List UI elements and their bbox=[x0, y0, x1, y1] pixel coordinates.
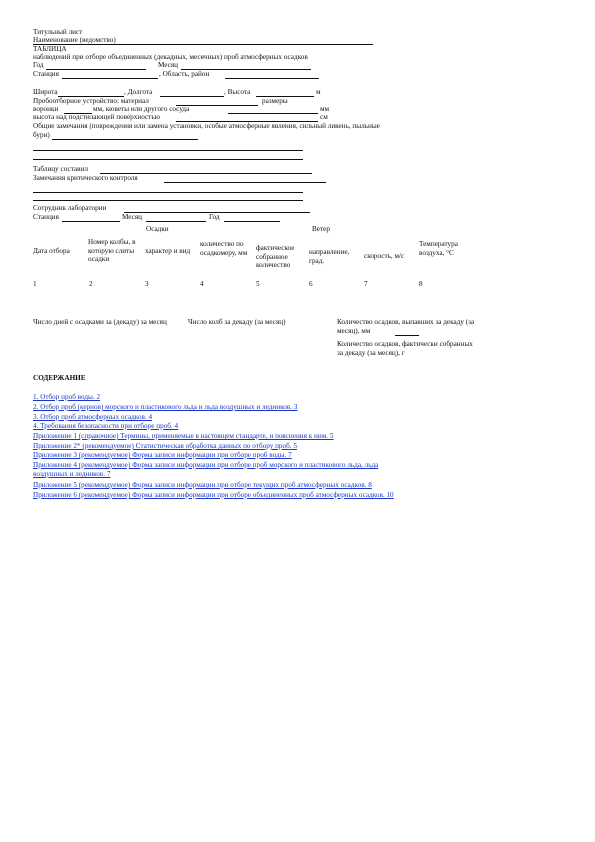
col-number: 7 bbox=[364, 280, 368, 288]
title-page-label: Титульный лист bbox=[33, 28, 83, 36]
days-with-precip-label: Число дней с осадками за (декаду) за месяц bbox=[33, 318, 167, 326]
toc-link[interactable]: 3. Отбор проб атмосферных осадков. 4 bbox=[33, 413, 153, 421]
table-description: наблюдений при отборе объединенных (декадных, месячных) проб атмосферных осадков bbox=[33, 53, 308, 61]
remarks-line-2: бури) bbox=[33, 131, 50, 139]
organization-label: Наименование (ведомство) bbox=[33, 36, 116, 44]
col-number: 4 bbox=[200, 280, 204, 288]
compiled-by-label: Таблицу составил bbox=[33, 165, 88, 173]
station-line bbox=[62, 78, 158, 79]
toc-link[interactable]: 2. Отбор проб (кернов) морского и пластикового льда и льда воздушных и ледников. 3 bbox=[33, 403, 298, 411]
col-header-flask: Номер колбы, в которую слиты осадки bbox=[88, 238, 136, 263]
organization-line bbox=[33, 44, 373, 45]
toc-link[interactable]: Приложение 5 (рекомендуемое) Форма записи информации при отборе текущих проб атмосферных осадков. 8 bbox=[33, 481, 372, 489]
year2-label: Год bbox=[209, 213, 220, 221]
col-header-temperature: Температура воздуха, °С bbox=[419, 240, 458, 257]
col-number: 3 bbox=[145, 280, 149, 288]
col-header-gauge: количество по осадкомеру, мм bbox=[200, 240, 248, 257]
toc-link[interactable]: Приложение 3 (рекомендуемое) Форма записи информации при отборе проб воды. 7 bbox=[33, 451, 292, 459]
table-label: ТАБЛИЦА bbox=[33, 45, 67, 53]
longitude-line bbox=[160, 96, 224, 97]
altitude-label: , Высота bbox=[224, 88, 251, 96]
region-label: , Область, район bbox=[159, 70, 210, 78]
supervisor-blank-1 bbox=[33, 192, 303, 193]
station2-label: Станция bbox=[33, 213, 59, 221]
supervisor-line bbox=[164, 182, 326, 183]
month-label: Месяц bbox=[158, 61, 179, 69]
year2-line bbox=[224, 221, 280, 222]
col-number: 1 bbox=[33, 280, 37, 288]
toc-link[interactable]: Приложение 4 (рекомендуемое) Форма записи информации при отборе проб морского и пластикового льда, льда bbox=[33, 461, 379, 469]
height-unit: см bbox=[320, 113, 328, 121]
year-label: Год bbox=[33, 61, 44, 69]
remarks-line-1: Общие замечания (повреждения или замена установки, особые атмосферные явления, сильный ливень, пыльные bbox=[33, 122, 380, 130]
remarks-line bbox=[52, 139, 198, 140]
sizes-label: размеры bbox=[262, 97, 288, 105]
toc-link[interactable]: Приложение 1 (справочное) Термины, применяемые в настоящем стандарте, и пояснения к ним. 5 bbox=[33, 432, 334, 440]
altitude-unit: м bbox=[316, 88, 321, 96]
sampler-material-label: Пробоотборное устройство: материал bbox=[33, 97, 149, 105]
funnel-unit-label: мм, кюветы или другого сосуда bbox=[93, 105, 190, 113]
remarks-blank-2 bbox=[33, 159, 303, 160]
vessel-unit: мм bbox=[320, 105, 330, 113]
longitude-label: , Долгота bbox=[124, 88, 153, 96]
station2-line bbox=[62, 221, 120, 222]
supervisor-blank-2 bbox=[33, 200, 303, 201]
month2-line bbox=[146, 221, 206, 222]
lab-staff-label: Сотрудник лаборатории bbox=[33, 204, 107, 212]
toc-link[interactable]: Приложение 2* (рекомендуемое) Статистическая обработка данных по отбору проб. 5 bbox=[33, 442, 297, 450]
toc-link[interactable]: 4. Требования безопасности при отборе проб. 4 bbox=[33, 422, 179, 430]
col-number: 2 bbox=[89, 280, 93, 288]
col-header-collected: фактическое собранное количество bbox=[256, 244, 295, 269]
region-line bbox=[225, 78, 319, 79]
col-number: 6 bbox=[309, 280, 313, 288]
wind-group-header: Ветер bbox=[312, 225, 330, 233]
vessel-line bbox=[228, 113, 318, 114]
toc-link[interactable]: воздушных и ледников. 7 bbox=[33, 470, 111, 478]
remarks-blank-1 bbox=[33, 150, 303, 151]
col-header-type: характер и вид bbox=[145, 247, 191, 255]
height-label: высота над подстилающей поверхностью bbox=[33, 113, 160, 121]
month2-label: Месяц bbox=[122, 213, 143, 221]
year-line bbox=[46, 69, 146, 70]
precip-collected-label: Количество осадков, фактически собранных за декаду (за месяц), г bbox=[337, 340, 473, 357]
supervisor-label: Замечания критического контроля bbox=[33, 174, 138, 182]
funnel-label: воронки bbox=[33, 105, 59, 113]
contents-heading: СОДЕРЖАНИЕ bbox=[33, 374, 86, 382]
col-header-wind-dir: направление, град. bbox=[309, 248, 350, 265]
toc-link[interactable]: Приложение 6 (рекомендуемое) Форма записи информации при отборе объединенных проб атмосферных осадков. 10 bbox=[33, 491, 394, 499]
col-header-wind-speed: скорость, м/с bbox=[364, 252, 405, 260]
col-number: 8 bbox=[419, 280, 423, 288]
toc-link[interactable]: 1. Отбор проб воды. 2 bbox=[33, 393, 101, 401]
precip-amount-label: Количество осадков, выпавших за декаду (за месяц), мм bbox=[337, 318, 475, 335]
col-header-date: Дата отбора bbox=[33, 247, 70, 255]
latitude-label: Широта bbox=[33, 88, 58, 96]
station-label: Станция bbox=[33, 70, 59, 78]
flasks-count-label: Число колб за декаду (за месяц) bbox=[188, 318, 286, 326]
precip-group-header: Осадки bbox=[146, 225, 169, 233]
col-number: 5 bbox=[256, 280, 260, 288]
precip-amount-line bbox=[395, 335, 419, 336]
